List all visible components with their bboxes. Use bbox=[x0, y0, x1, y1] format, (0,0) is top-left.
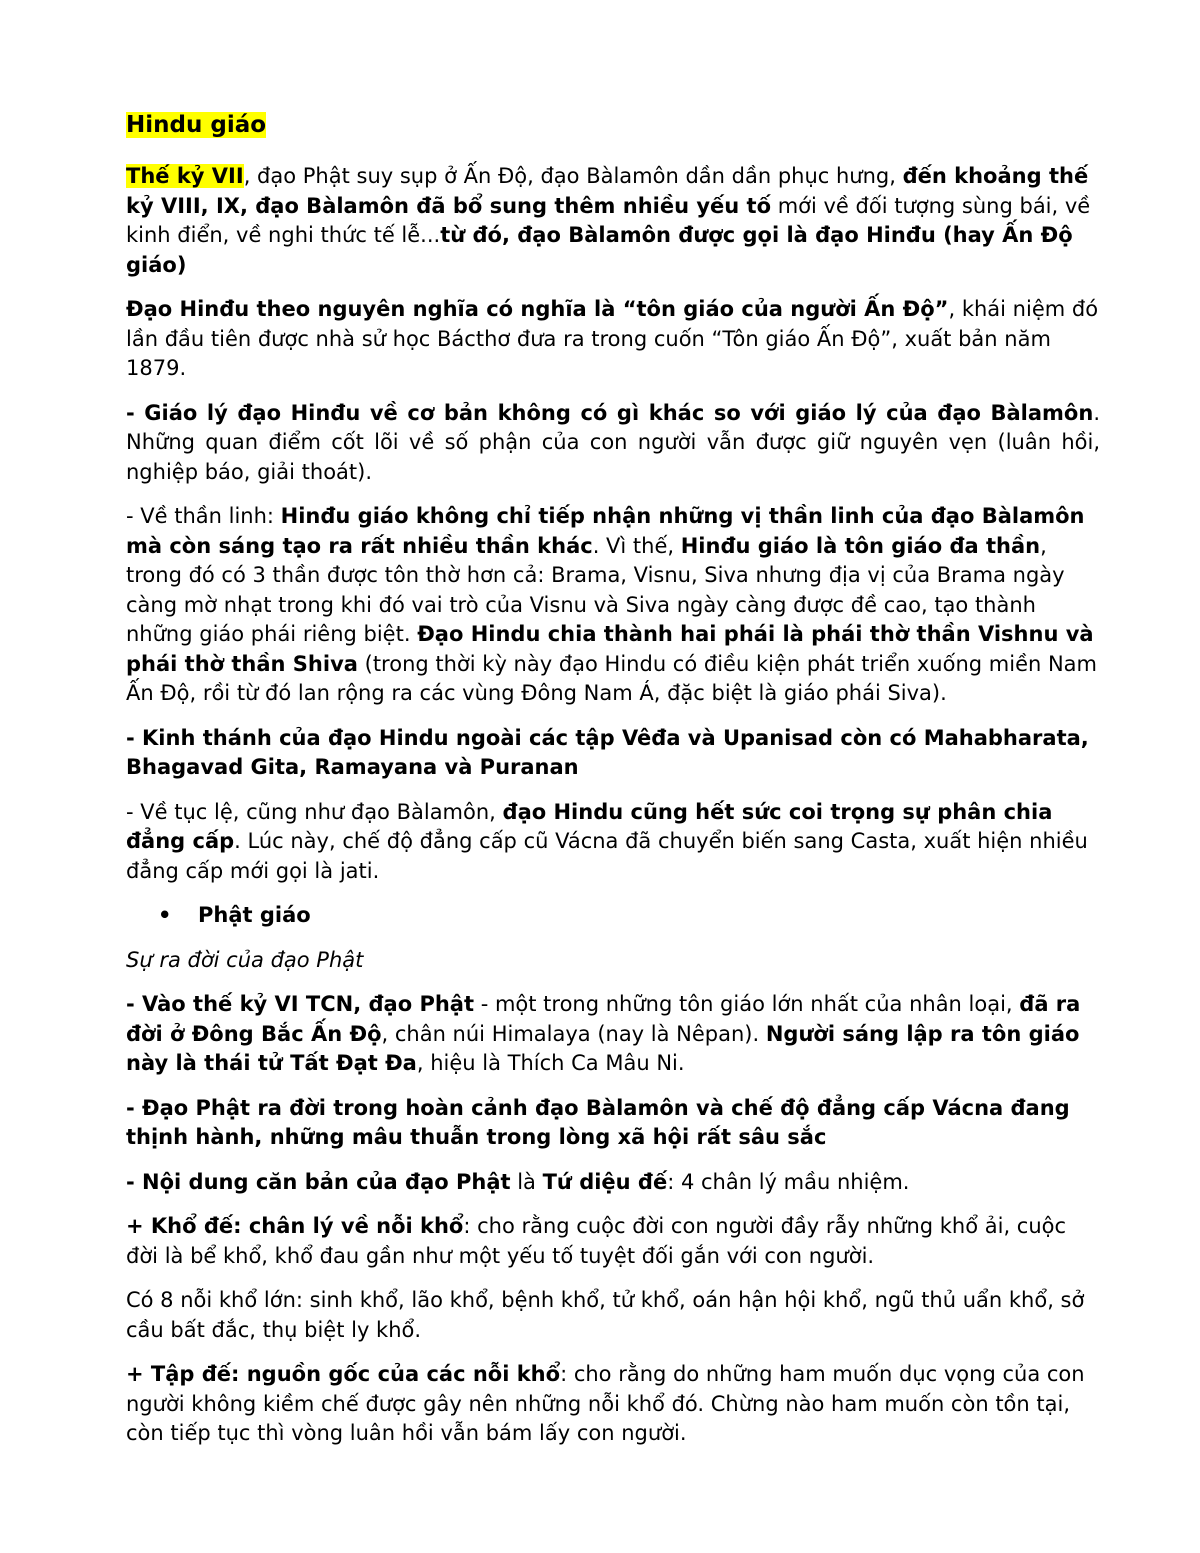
paragraph-meaning bbox=[126, 295, 1100, 384]
text-run: Có 8 nỗi khổ lớn: sinh khổ, lão khổ, bệnh khổ, tử khổ, oán hận hội khổ, ngũ thủ uẩn khổ, sở cầu bất đắc, thụ biệt ly khổ. bbox=[126, 1288, 1085, 1342]
paragraph-doctrine bbox=[126, 399, 1100, 488]
paragraph-four-truths bbox=[126, 1168, 1100, 1198]
text-run: , đạo Phật suy sụp ở Ấn Độ, đạo Bàlamôn dần dần phục hưng, bbox=[243, 164, 903, 188]
bold-run: từ đó, đạo Bàlamôn được gọi là đạo Hinđu (hay Ấn Độ giáo) bbox=[126, 223, 1073, 277]
text-run: : cho rằng cuộc đời con người đầy rẫy những khổ ải, cuộc đời là bể khổ, khổ đau gần như một yếu tố tuyệt đối gắn với con người. bbox=[126, 1214, 1067, 1268]
text-run: , hiệu là Thích Ca Mâu Ni. bbox=[416, 1051, 685, 1075]
text-run: - Về tục lệ, cũng như đạo Bàlamôn, bbox=[126, 799, 503, 824]
bold-run: - Vào thế kỷ VI TCN, đạo Phật bbox=[126, 992, 475, 1016]
bold-run: - Đạo Phật ra đời trong hoàn cảnh đạo Bàlamôn và chế độ đẳng cấp Vácna đang thịnh hành, những mâu thuẫn trong lòng xã hội rất sâu sắc bbox=[126, 1095, 1070, 1149]
italic-run: Sự ra đời của đạo Phật bbox=[126, 947, 364, 972]
bold-run: Tứ diệu đế bbox=[542, 1169, 668, 1194]
paragraph-customs bbox=[126, 798, 1100, 887]
text-run: . Những quan điểm cốt lõi về số phận của con người vẫn được giữ nguyên vẹn (luân hồi, nghiệp báo, giải thoát). bbox=[126, 400, 1100, 484]
bold-run: đạo Hindu cũng hết sức coi trọng sự phân chia đẳng cấp bbox=[126, 799, 1053, 853]
text-run: là bbox=[510, 1169, 543, 1194]
paragraph-eight-sufferings bbox=[126, 1286, 1100, 1345]
paragraph-buddhism-birth bbox=[126, 990, 1100, 1079]
bold-run: Người sáng lập ra tôn giáo này là thái tử Tất Đạt Đa bbox=[126, 1021, 1080, 1075]
paragraph-subheading bbox=[126, 946, 1100, 976]
bold-run: đến khoảng thế kỷ VIII, IX, đạo Bàlamôn đã bổ sung thêm nhiều yếu tố bbox=[126, 164, 1089, 218]
bold-run: - Kinh thánh của đạo Hindu ngoài các tập Vêđa và Upanisad còn có Mahabharata, Bhagavad Gita, Ramayana và Puranan bbox=[126, 725, 1089, 779]
bold-run: + Khổ đế: chân lý về nỗi khổ bbox=[126, 1214, 464, 1238]
bold-run: đã ra đời ở Đông Bắc Ấn Độ bbox=[126, 992, 1081, 1046]
bold-run: - Nội dung căn bản của đạo Phật bbox=[126, 1169, 511, 1194]
text-run: (trong thời kỳ này đạo Hindu có điều kiện phát triển xuống miền Nam Ấn Độ, rồi từ đó lan rộng ra các vùng Đông Nam Á, đặc biệt là giáo phái Siva). bbox=[126, 651, 1098, 705]
paragraph-deities bbox=[126, 502, 1100, 709]
document-title bbox=[126, 108, 1100, 142]
text-run: . Vì thế, bbox=[592, 533, 681, 558]
paragraph-scriptures bbox=[126, 724, 1100, 783]
text-run: : cho rằng do những ham muốn dục vọng của con người không kiềm chế được gây nên những nỗi khổ đó. Chừng nào ham muốn còn tồn tại, còn tiếp tục thì vòng luân hồi vẫn bám lấy con người. bbox=[126, 1362, 1085, 1445]
bullet-icon: • bbox=[158, 903, 172, 927]
paragraph-context bbox=[126, 1094, 1100, 1153]
bold-run: - Giáo lý đạo Hinđu về cơ bản không có gì khác so với giáo lý của đạo Bàlamôn bbox=[126, 400, 1094, 425]
text-run: - Về thần linh: bbox=[126, 504, 281, 528]
text-run: : 4 chân lý mầu nhiệm. bbox=[667, 1169, 910, 1194]
text-run: . Lúc này, chế độ đẳng cấp cũ Vácna đã chuyển biến sang Casta, xuất hiện nhiều đẳng cấp mới gọi là jati. bbox=[126, 829, 1088, 883]
paragraph-suffering bbox=[126, 1212, 1100, 1271]
bold-run: Đạo Hindu chia thành hai phái là phái thờ thần Vishnu và phái thờ thần Shiva bbox=[126, 622, 1094, 676]
bullet-label: Phật giáo bbox=[198, 903, 311, 927]
text-run: , khái niệm đó lần đầu tiên được nhà sử học Bácthơ đưa ra trong cuốn “Tôn giáo Ấn Độ”, xuất bản năm 1879. bbox=[126, 297, 1099, 380]
document-page bbox=[126, 108, 1100, 1464]
bold-run: Hinđu giáo không chỉ tiếp nhận những vị thần linh của đạo Bàlamôn mà còn sáng tạo ra rất nhiều thần khác bbox=[126, 504, 1085, 558]
title-highlight: Hindu giáo bbox=[126, 112, 267, 138]
text-run: , chân núi Himalaya (nay là Nêpan). bbox=[381, 1021, 766, 1046]
bold-run: Hinđu giáo là tôn giáo đa thần bbox=[680, 533, 1041, 558]
paragraph-origin-of-suffering bbox=[126, 1360, 1100, 1449]
text-run: , trong đó có 3 thần được tôn thờ hơn cả: Brama, Visnu, Siva nhưng địa vị của Brama ngày càng mờ nhạt trong khi đó vai trò của Visnu và Siva ngày càng được đề cao, tạo thành những giáo phái riêng biệt. bbox=[126, 533, 1065, 646]
paragraph-origin bbox=[126, 162, 1100, 280]
bullet-item-buddhism bbox=[126, 901, 1100, 931]
text-run: - một trong những tôn giáo lớn nhất của nhân loại, bbox=[474, 992, 1020, 1016]
highlighted-century: Thế kỷ VII bbox=[126, 164, 244, 188]
bold-run: + Tập đế: nguồn gốc của các nỗi khổ bbox=[126, 1362, 561, 1386]
bold-run: Đạo Hinđu theo nguyên nghĩa có nghĩa là “tôn giáo của người Ấn Độ” bbox=[126, 297, 949, 321]
text-run: mới về đối tượng sùng bái, về kinh điển, về nghi thức tế lễ... bbox=[126, 193, 1091, 247]
